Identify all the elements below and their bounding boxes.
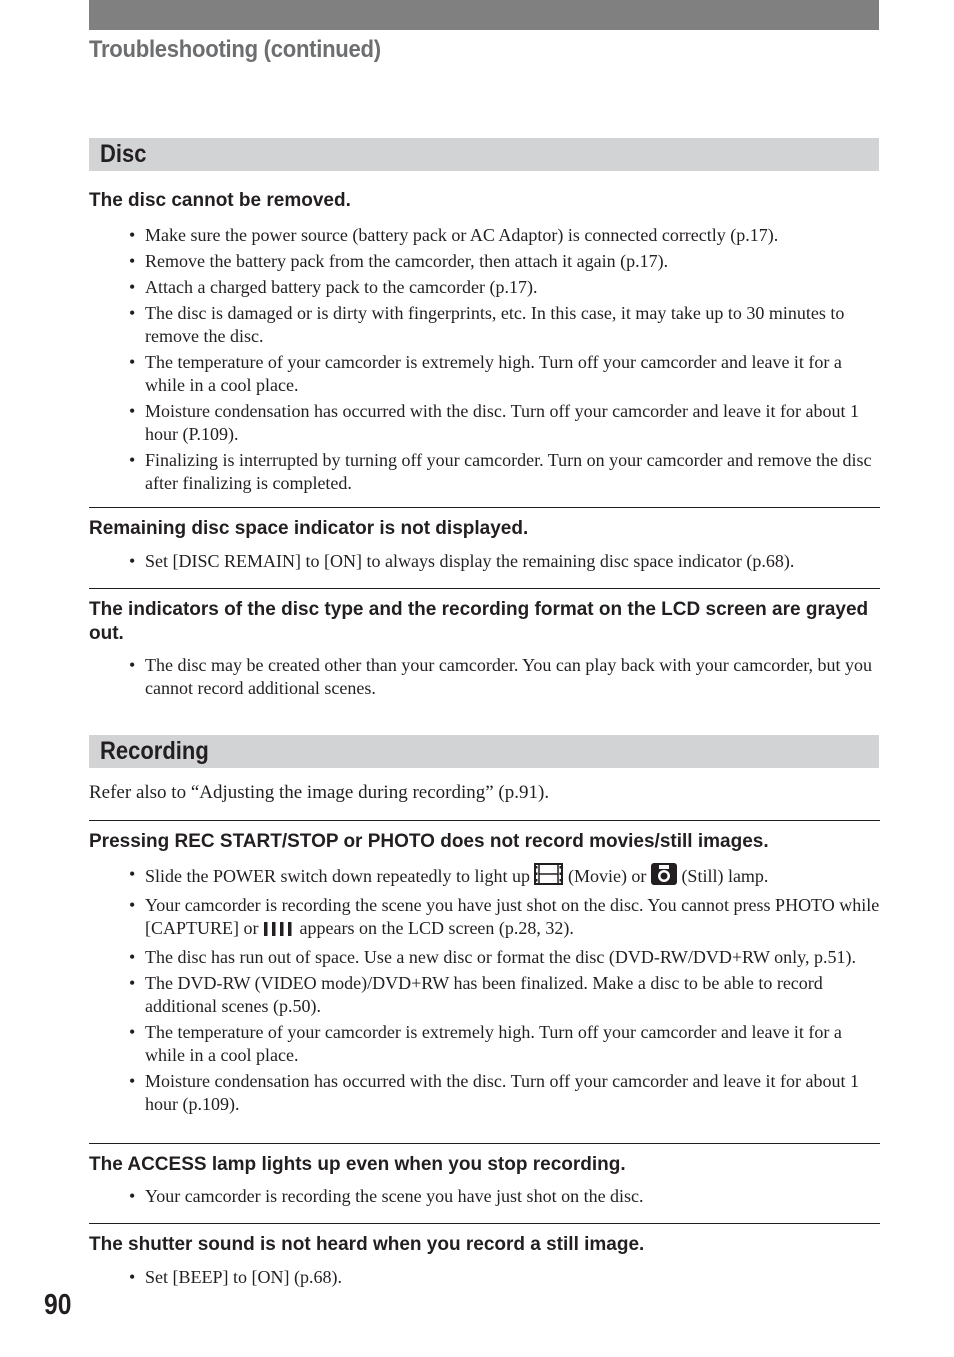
movie-icon	[534, 863, 563, 891]
page-number: 90	[44, 1289, 72, 1321]
list-item: • The disc is damaged or is dirty with fingerprints, etc. In this case, it may take up to 30 minutes to remove the disc.	[129, 303, 845, 346]
answer-list	[129, 224, 881, 498]
list-item: • Your camcorder is recording the scene you have just shot on the disc.	[129, 1186, 644, 1206]
answer-list	[129, 550, 881, 576]
list-item: • Slide the POWER switch down repeatedly to light up (Movie) or (Still) lamp.	[129, 863, 881, 891]
section-title: Recording	[100, 737, 209, 765]
intro-text: Refer also to “Adjusting the image during recording” (p.91).	[89, 782, 550, 803]
divider	[89, 507, 880, 508]
list-item: • Set [DISC REMAIN] to [ON] to always display the remaining disc space indicator (p.68).	[129, 551, 795, 571]
list-item: • Make sure the power source (battery pack or AC Adaptor) is connected correctly (p.17).	[129, 225, 779, 245]
list-item: • Remove the battery pack from the camcorder, then attach it again (p.17).	[129, 251, 669, 271]
divider	[89, 1143, 880, 1144]
section-title: Disc	[100, 140, 147, 168]
capture-indicator-icon	[263, 920, 295, 943]
list-item: • The disc has run out of space. Use a new disc or format the disc (DVD-RW/DVD+RW only, p.51).	[129, 947, 856, 967]
answer-list	[129, 654, 881, 703]
question-heading: Remaining disc space indicator is not displayed.	[89, 518, 529, 539]
camera-icon	[651, 863, 677, 891]
list-item: • Moisture condensation has occurred with the disc. Turn off your camcorder and leave it for about 1 hour (p.109).	[129, 1071, 859, 1114]
list-item: • The temperature of your camcorder is extremely high. Turn off your camcorder and leave it for a while in a cool place.	[129, 352, 842, 395]
list-item: • Set [BEEP] to [ON] (p.68).	[129, 1267, 342, 1287]
list-item: • The DVD-RW (VIDEO mode)/DVD+RW has been finalized. Make a disc to be able to record additional scenes (p.50).	[129, 973, 823, 1016]
divider	[89, 588, 880, 589]
header-bar	[89, 0, 879, 30]
question-heading: The shutter sound is not heard when you record a still image.	[89, 1234, 645, 1255]
list-item: • Finalizing is interrupted by turning off your camcorder. Turn on your camcorder and remove the disc after finalizing is completed.	[129, 450, 872, 493]
list-item: • Attach a charged battery pack to the camcorder (p.17).	[129, 277, 538, 297]
question-heading: Pressing REC START/STOP or PHOTO does not record movies/still images.	[89, 831, 769, 852]
answer-list	[129, 863, 881, 1119]
answer-list	[129, 1185, 881, 1211]
question-heading: The ACCESS lamp lights up even when you stop recording.	[89, 1154, 626, 1175]
list-item: • Your camcorder is recording the scene you have just shot on the disc. You cannot press PHOTO while [CAPTURE] or appears on the LCD screen (p.28, 32).	[129, 894, 881, 943]
divider	[89, 1223, 880, 1224]
list-item: • Moisture condensation has occurred with the disc. Turn off your camcorder and leave it for about 1 hour (P.109).	[129, 401, 859, 444]
section-disc	[89, 138, 879, 171]
running-title: Troubleshooting (continued)	[89, 36, 381, 63]
section-recording	[89, 735, 879, 768]
answer-list	[129, 1266, 881, 1292]
divider	[89, 820, 880, 821]
list-item: • The disc may be created other than your camcorder. You can play back with your camcorder, but you cannot record additional scenes.	[129, 655, 873, 698]
question-heading: The indicators of the disc type and the recording format on the LCD screen are grayed out.	[89, 599, 869, 644]
question-heading: The disc cannot be removed.	[89, 190, 351, 211]
list-item: • The temperature of your camcorder is extremely high. Turn off your camcorder and leave it for a while in a cool place.	[129, 1022, 842, 1065]
